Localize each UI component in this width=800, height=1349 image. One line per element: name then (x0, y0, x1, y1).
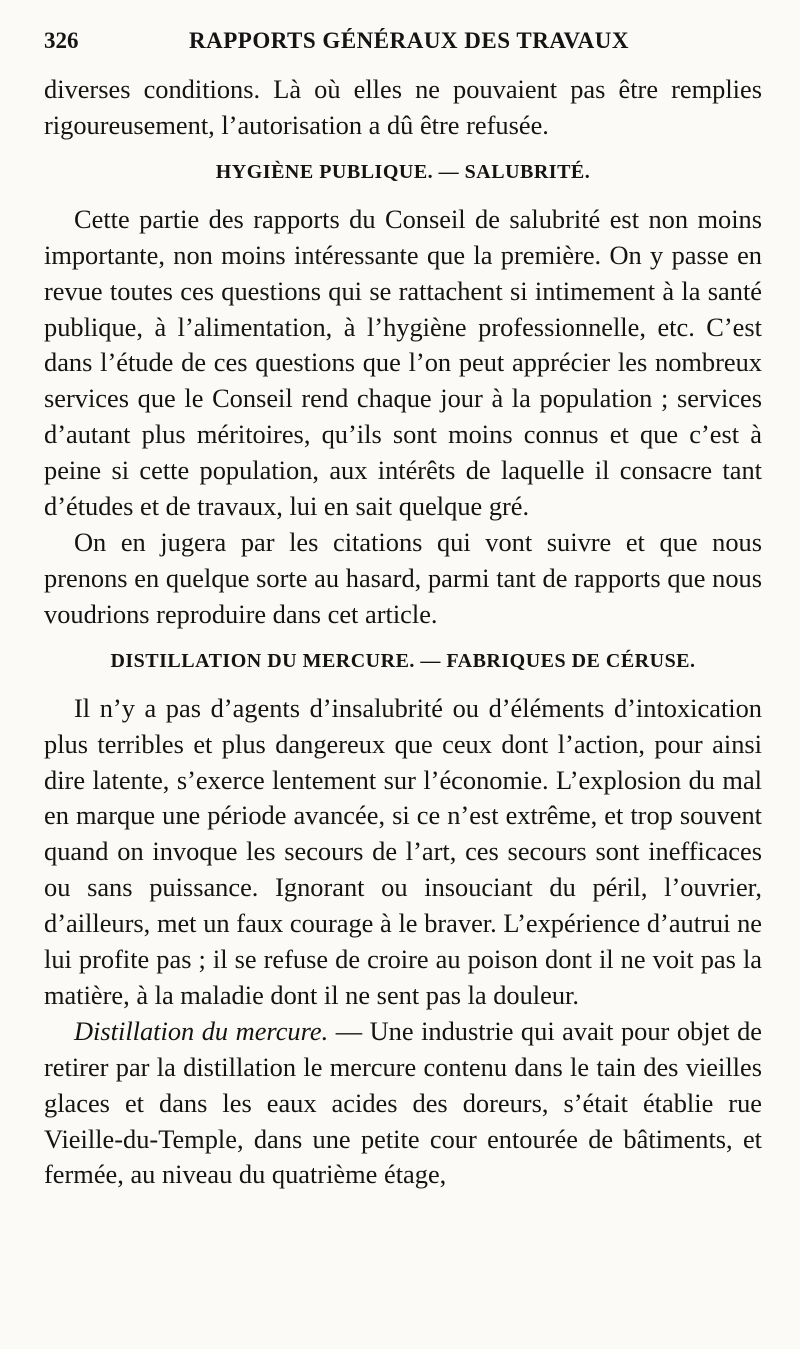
running-head (44, 28, 762, 72)
paragraph-continuation: diverses conditions. Là où elles ne pouvaient pas être remplies rigoureusement, l’autorisation a dû être refusée. (44, 74, 762, 140)
paragraph-insalubrite: Il n’y a pas d’agents d’insalubrité ou d’éléments d’intoxication plus terribles et plus dangereux que ceux dont l’action, pour ainsi dire latente, s’exerce lentement sur l’économie. L’explosion du mal en marque une période avancée, si ce n’est extrême, et trop souvent quand on invoque les secours de l’art, ces secours sont inefficaces ou sans puissance. Ignorant ou insouciant du péril, l’ouvrier, d’ailleurs, met un faux courage à le braver. L’expérience d’autrui ne lui profite pas ; il se refuse de croire au poison dont il ne voit pas la matière, à la maladie dont il ne sent pas la douleur. (44, 692, 762, 1010)
paragraph-distillation (44, 1014, 762, 1194)
paragraph-lead-italic: Distillation du mercure. (74, 1015, 329, 1046)
section-heading-mercure: DISTILLATION DU MERCURE. — FABRIQUES DE CÉRUSE. (110, 649, 696, 672)
running-title: RAPPORTS GÉNÉRAUX DES TRAVAUX (189, 28, 629, 53)
section-heading-hygiene: HYGIÈNE PUBLIQUE. — SALUBRITÉ. (215, 160, 591, 183)
paragraph-hygiene: Cette partie des rapports du Conseil de salubrité est non moins importante, non moins intéressante que la première. On y passe en revue toutes ces questions qui se rattachent si intimement à la santé publique, à l’alimentation, à l’hygiène professionnelle, etc. C’est dans l’étude de ces questions que l’on peut apprécier les nombreux services que le Conseil rend chaque jour à la population ; services d’autant plus méritoires, qu’ils sont moins connus et que c’est à peine si cette population, aux intérêts de laquelle il consacre tant d’études et de travaux, lui en sait quelque gré. (44, 203, 762, 522)
page-number: 326 (44, 28, 79, 53)
paragraph-distillation-text: — Une industrie qui avait pour objet de retirer par la distillation le mercure contenu dans le tain des vieilles glaces et dans les eaux acides des doreurs, s’était établie rue Vieille-du-Temple, dans une petite cour entourée de bâtiments, et fermée, au niveau du quatrième étage, (44, 1015, 762, 1190)
paragraph-citations: On en jugera par les citations qui vont suivre et que nous prenons en quelque sorte au hasard, parmi tant de rapports que nous voudrions reproduire dans cet article. (44, 526, 762, 629)
